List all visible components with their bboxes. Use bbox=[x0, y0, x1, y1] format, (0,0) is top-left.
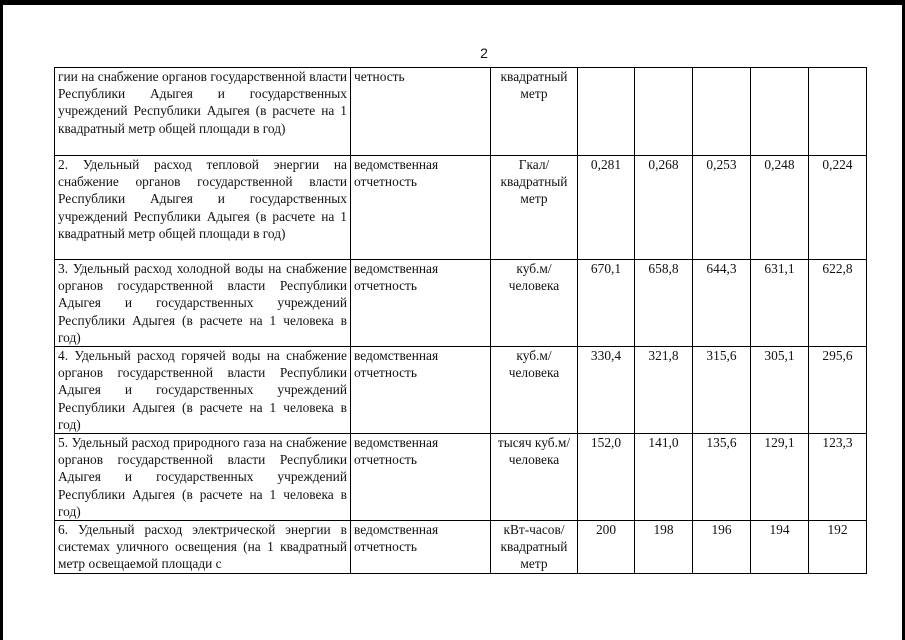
indicator-description: гии на снабжение органов государственной власти Республики Адыгея и государственных учреждений Республики Адыгея (в расчете на 1 квадратный метр общей площади в год) bbox=[55, 68, 351, 156]
indicator-value-year-5: 295,6 bbox=[809, 347, 867, 434]
indicator-description: 6. Удельный расход электрической энергии в системах уличного освещения (на 1 квадратный метр освещаемой площади с bbox=[55, 521, 351, 574]
indicator-value-year-2: 0,268 bbox=[635, 156, 693, 260]
indicator-description: 4. Удельный расход горячей воды на снабжение органов государственной власти Республики Адыгея и государственных учреждений Республики Адыгея (в расчете на 1 человека в год) bbox=[55, 347, 351, 434]
indicator-source: четность bbox=[351, 68, 491, 156]
indicator-value-year-3: 196 bbox=[693, 521, 751, 574]
indicator-description: 3. Удельный расход холодной воды на снабжение органов государственной власти Республики Адыгея и государственных учреждений Республики Адыгея (в расчете на 1 человека в год) bbox=[55, 260, 351, 347]
table-row bbox=[55, 347, 867, 434]
indicator-value-year-2: 321,8 bbox=[635, 347, 693, 434]
indicator-value-year-4: 129,1 bbox=[751, 434, 809, 521]
indicator-unit: Гкал/квадратный метр bbox=[491, 156, 578, 260]
indicator-value-year-5: 123,3 bbox=[809, 434, 867, 521]
indicator-value-year-4: 631,1 bbox=[751, 260, 809, 347]
indicator-value-year-3: 644,3 bbox=[693, 260, 751, 347]
indicator-value-year-5 bbox=[809, 68, 867, 156]
indicator-value-year-1: 152,0 bbox=[578, 434, 635, 521]
indicator-value-year-5: 622,8 bbox=[809, 260, 867, 347]
table-row bbox=[55, 434, 867, 521]
indicator-unit: тысяч куб.м/человека bbox=[491, 434, 578, 521]
indicator-value-year-3: 135,6 bbox=[693, 434, 751, 521]
indicator-value-year-1: 330,4 bbox=[578, 347, 635, 434]
indicator-unit: куб.м/человека bbox=[491, 260, 578, 347]
indicator-value-year-2: 658,8 bbox=[635, 260, 693, 347]
scan-frame-top bbox=[0, 0, 905, 5]
indicator-value-year-1 bbox=[578, 68, 635, 156]
page-number: 2 bbox=[480, 45, 488, 61]
indicator-value-year-2: 198 bbox=[635, 521, 693, 574]
indicator-source: ведомственная отчетность bbox=[351, 260, 491, 347]
indicators-table bbox=[54, 67, 867, 574]
indicator-value-year-1: 670,1 bbox=[578, 260, 635, 347]
indicator-description: 5. Удельный расход природного газа на снабжение органов государственной власти Республики Адыгея и государственных учреждений Республики Адыгея (в расчете на 1 человека в год) bbox=[55, 434, 351, 521]
table-row bbox=[55, 68, 867, 156]
indicator-value-year-4: 305,1 bbox=[751, 347, 809, 434]
indicator-value-year-2 bbox=[635, 68, 693, 156]
table-row bbox=[55, 156, 867, 260]
indicator-value-year-5: 0,224 bbox=[809, 156, 867, 260]
indicator-source: ведомственная отчетность bbox=[351, 434, 491, 521]
indicator-value-year-5: 192 bbox=[809, 521, 867, 574]
indicator-value-year-4: 194 bbox=[751, 521, 809, 574]
indicator-value-year-4: 0,248 bbox=[751, 156, 809, 260]
indicator-source: ведомственная отчетность bbox=[351, 347, 491, 434]
indicator-value-year-3: 0,253 bbox=[693, 156, 751, 260]
indicator-unit: куб.м/человека bbox=[491, 347, 578, 434]
indicator-value-year-4 bbox=[751, 68, 809, 156]
indicator-value-year-3: 315,6 bbox=[693, 347, 751, 434]
indicator-source: ведомственная отчетность bbox=[351, 156, 491, 260]
table-row bbox=[55, 521, 867, 574]
indicator-value-year-1: 0,281 bbox=[578, 156, 635, 260]
indicator-unit: квадратный метр bbox=[491, 68, 578, 156]
indicator-description: 2. Удельный расход тепловой энергии на снабжение органов государственной власти Республики Адыгея и государственных учреждений Республики Адыгея (в расчете на 1 квадратный метр общей площади в год) bbox=[55, 156, 351, 260]
scan-frame-left bbox=[0, 0, 3, 640]
indicator-source: ведомственная отчетность bbox=[351, 521, 491, 574]
table-body bbox=[55, 68, 867, 574]
table-row bbox=[55, 260, 867, 347]
indicator-value-year-1: 200 bbox=[578, 521, 635, 574]
indicator-unit: кВт-часов/квадратный метр bbox=[491, 521, 578, 574]
indicator-value-year-2: 141,0 bbox=[635, 434, 693, 521]
indicator-value-year-3 bbox=[693, 68, 751, 156]
